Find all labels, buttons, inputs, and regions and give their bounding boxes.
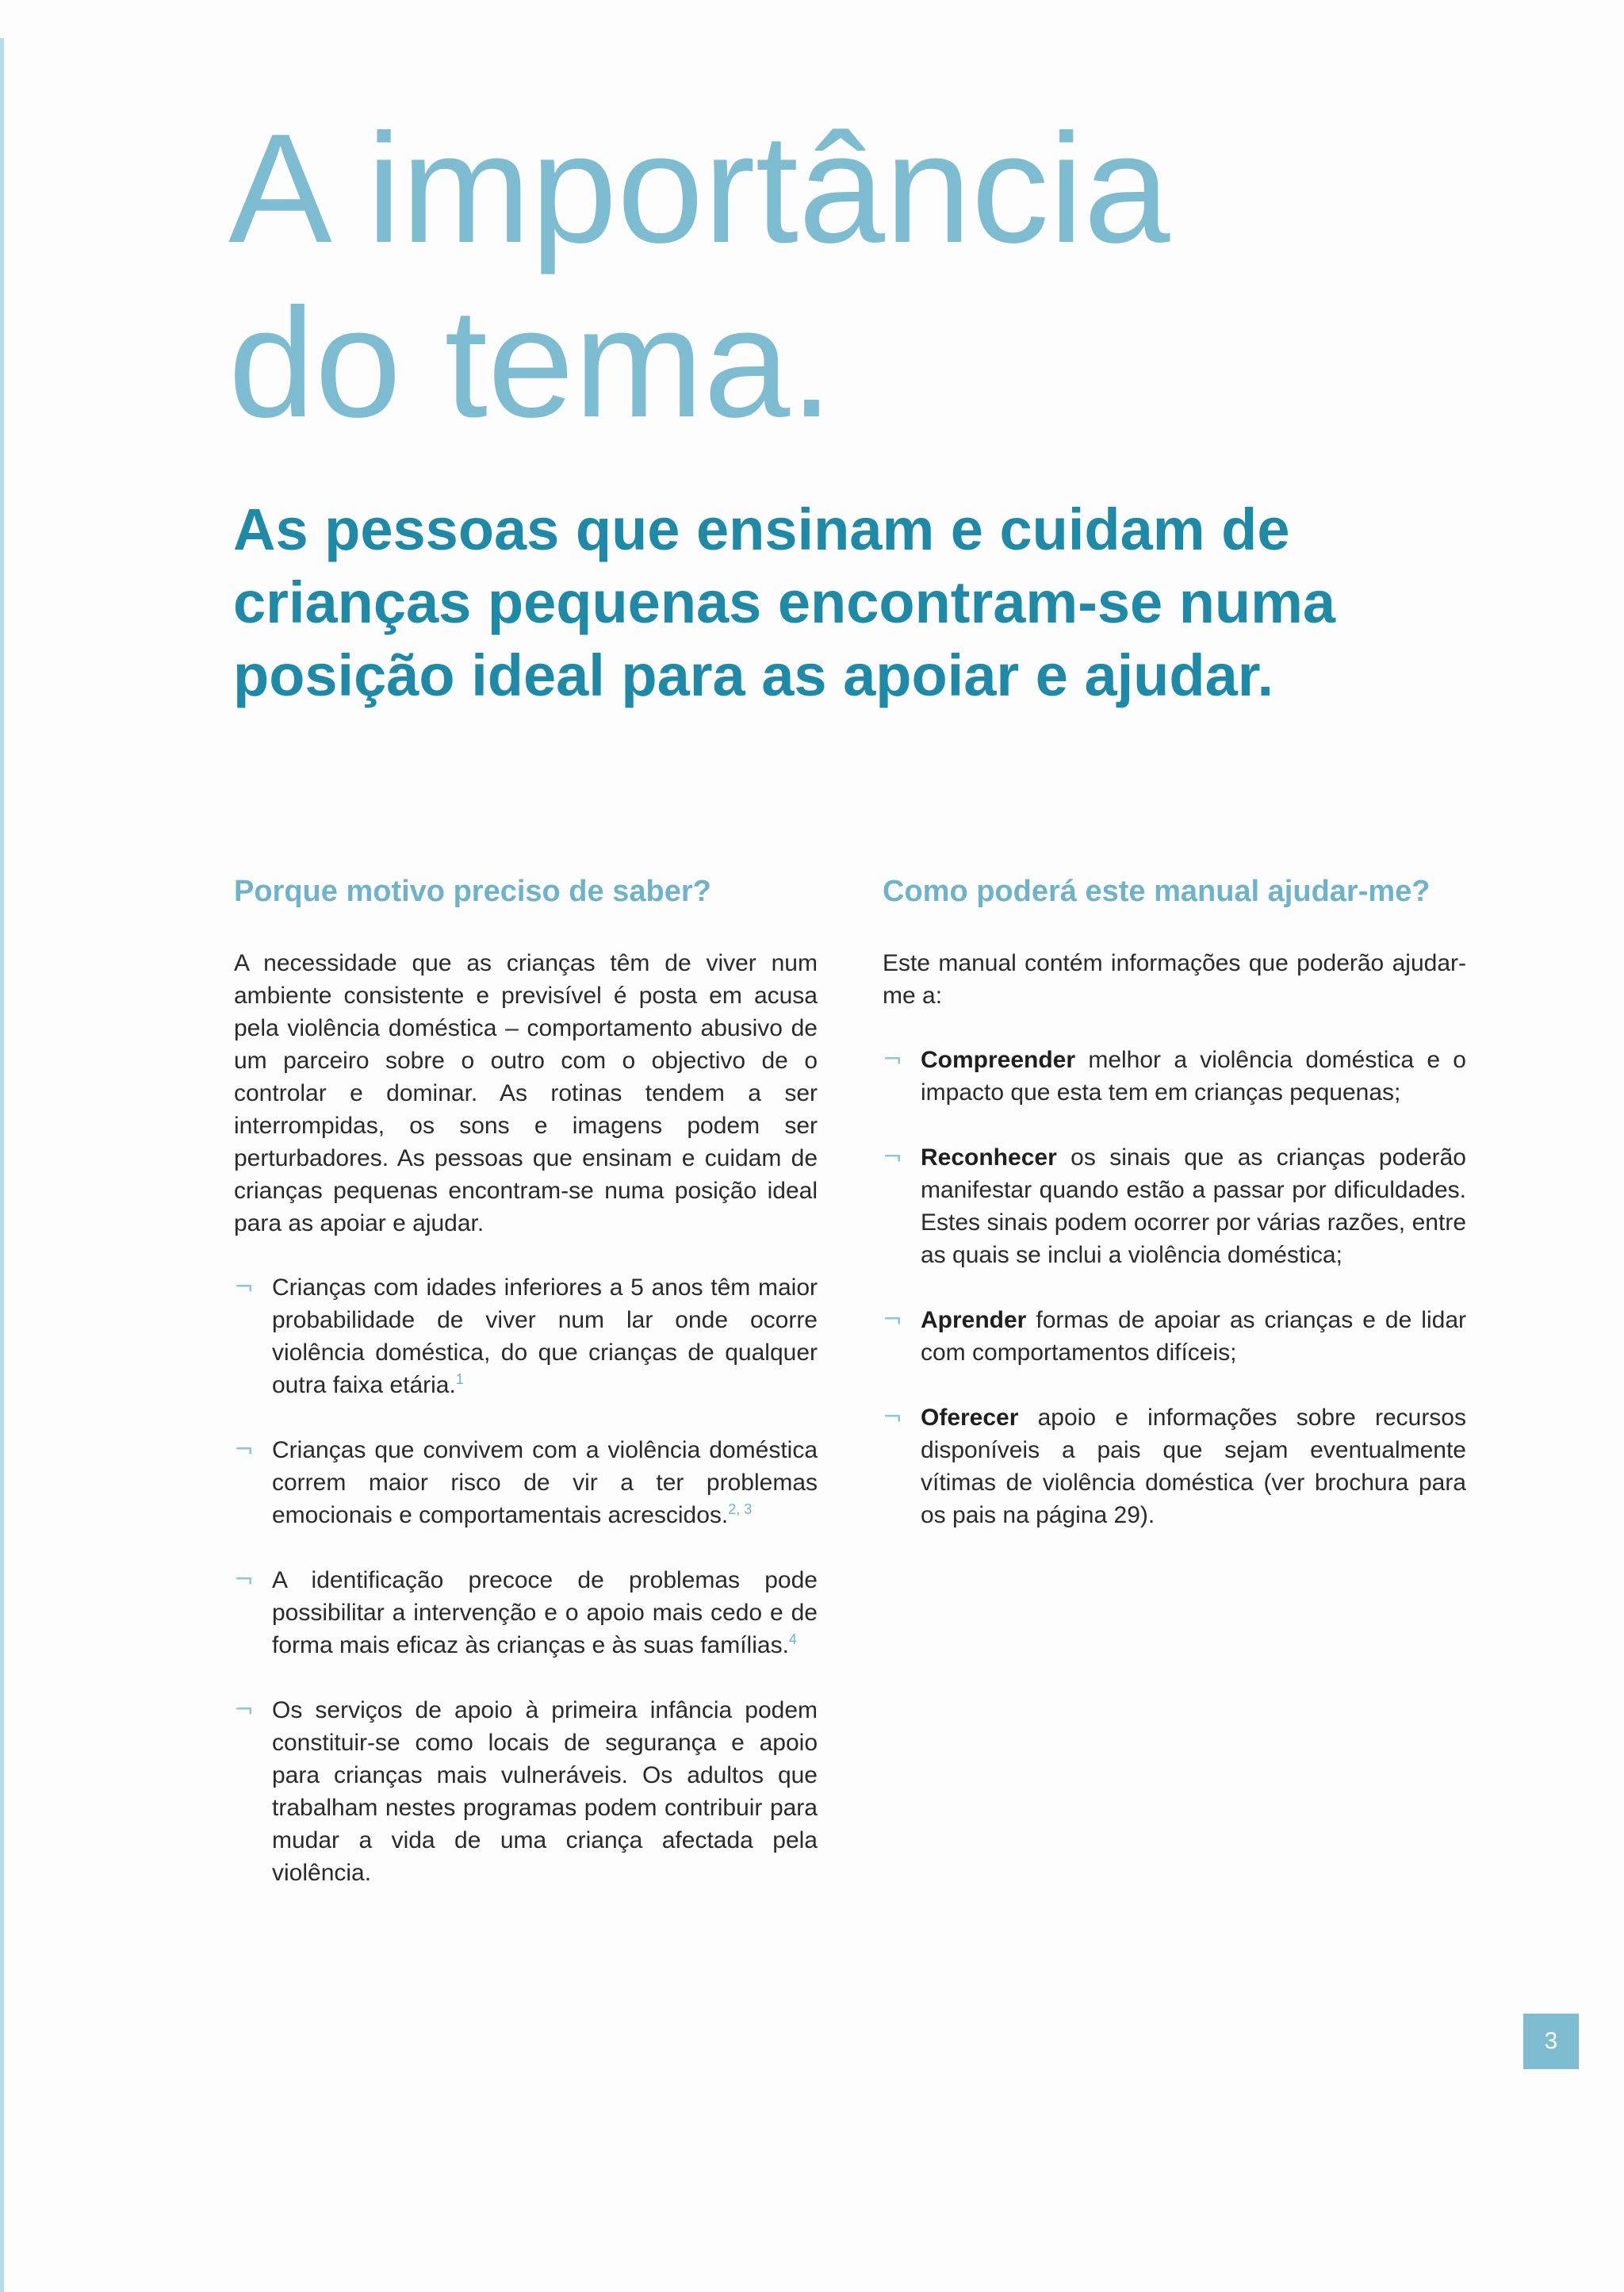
list-item [883, 1401, 1466, 1531]
bullet-text: apoio e informações sobre recursos disponíveis a pais que sejam eventualmente vítimas de violência doméstica (ver brochura para os pais na página 29). [921, 1405, 1466, 1528]
bullet-keyword: Compreender [921, 1047, 1076, 1073]
list-item [234, 1434, 818, 1531]
bullet-mark-icon: ¬ [883, 1046, 903, 1074]
bullet-mark-icon: ¬ [234, 1696, 255, 1724]
left-column [234, 872, 818, 1922]
left-margin-rule [0, 38, 4, 2292]
footnote-ref[interactable]: 2, 3 [728, 1501, 753, 1517]
bullet-text: Crianças que convivem com a violência doméstica correm maior risco de vir a ter problemas emocionais e comportamentais acrescidos. [272, 1437, 818, 1528]
page-title-line-1: A importância [228, 102, 1170, 275]
right-column [883, 872, 1466, 1564]
bullet-text: os sinais que as crianças poderão manifestar quando estão a passar por dificuldades. Estes sinais podem ocorrer por várias razões, entre as quais se inclui a violência doméstica; [921, 1144, 1466, 1268]
left-column-heading: Porque motivo preciso de saber? [234, 875, 711, 908]
right-intro-paragraph: Este manual contém informações que poderão ajudar-me a: [883, 950, 1466, 1009]
right-bullet-list [883, 1044, 1466, 1531]
list-item [234, 1694, 818, 1889]
bullet-keyword: Oferecer [921, 1405, 1019, 1431]
list-item [883, 1304, 1466, 1369]
bullet-text: Os serviços de apoio à primeira infância podem constituir-se como locais de segurança e apoio para crianças mais vulneráveis. Os adultos que trabalham nestes programas podem contribuir para mudar a vida de uma criança afectada pela violência. [272, 1697, 818, 1886]
footnote-ref[interactable]: 4 [788, 1631, 797, 1647]
page-title-line-2: do tema. [228, 276, 833, 450]
bullet-text: melhor a violência doméstica e o impacto que esta tem em crianças pequenas; [921, 1047, 1466, 1106]
left-intro-paragraph: A necessidade que as crianças têm de viver num ambiente consistente e previsível é posta em acusa pela violência doméstica – comportamento abusivo de um parceiro sobre o outro com o objectivo de o controlar e dominar. As rotinas tendem a ser interrompidas, os sons e imagens podem ser perturbadores. As pessoas que ensinam e cuidam de crianças pequenas encontram-se numa posição ideal para as apoiar e ajudar. [234, 950, 818, 1236]
bullet-mark-icon: ¬ [883, 1144, 903, 1171]
bullet-mark-icon: ¬ [234, 1274, 255, 1301]
bullet-keyword: Reconhecer [921, 1144, 1057, 1171]
footnote-ref[interactable]: 1 [455, 1371, 464, 1387]
list-item [234, 1271, 818, 1401]
right-column-heading: Como poderá este manual ajudar-me? [883, 875, 1431, 908]
left-bullet-list [234, 1271, 818, 1889]
bullet-text: A identificação precoce de problemas pode possibilitar a intervenção e o apoio mais cedo e de forma mais eficaz às crianças e às suas famílias. [272, 1567, 818, 1658]
bullet-keyword: Aprender [921, 1307, 1027, 1333]
bullet-mark-icon: ¬ [883, 1404, 903, 1432]
page-number-badge: 3 [1523, 2014, 1579, 2069]
page-subtitle: As pessoas que ensinam e cuidam de crianças pequenas encontram-se numa posição ideal para as apoiar e ajudar. [233, 496, 1336, 708]
bullet-mark-icon: ¬ [234, 1436, 255, 1464]
bullet-text: Crianças com idades inferiores a 5 anos têm maior probabilidade de viver num lar onde ocorre violência doméstica, do que crianças de qualquer outra faixa etária. [272, 1274, 818, 1398]
list-item [883, 1044, 1466, 1109]
bullet-mark-icon: ¬ [234, 1566, 255, 1594]
list-item [234, 1564, 818, 1662]
bullet-mark-icon: ¬ [883, 1306, 903, 1334]
page-title [228, 102, 1170, 450]
list-item [883, 1141, 1466, 1271]
bullet-text: formas de apoiar as crianças e de lidar com comportamentos difíceis; [921, 1307, 1466, 1366]
